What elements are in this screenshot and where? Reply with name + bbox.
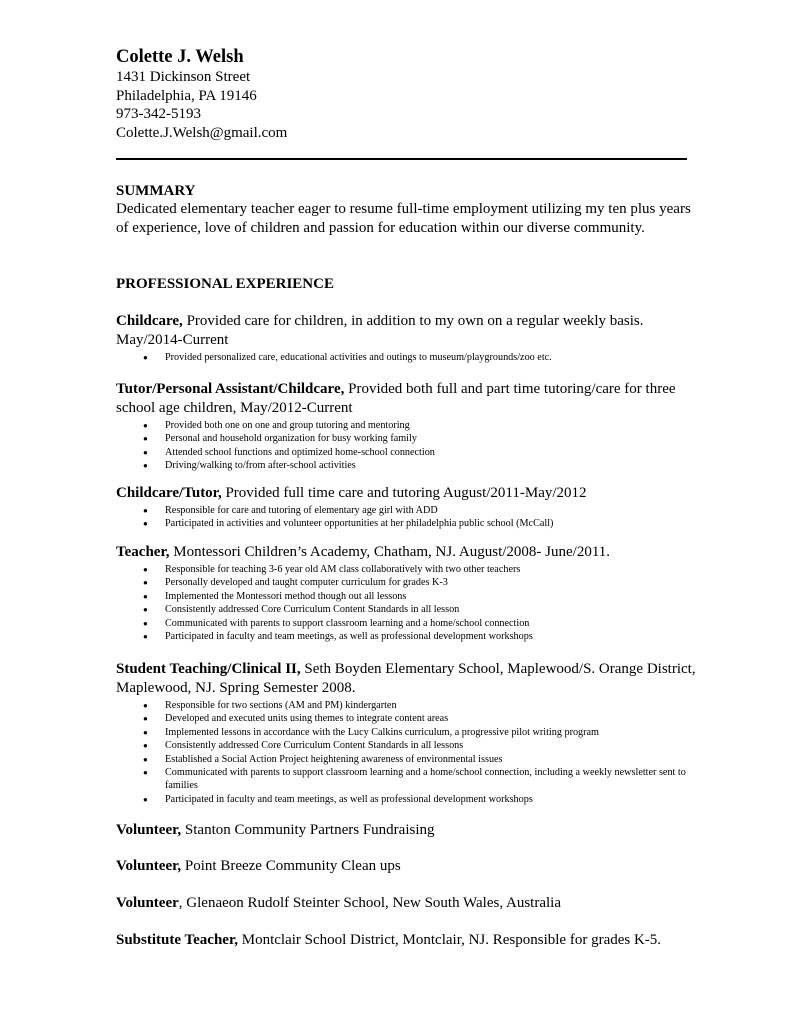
job-bullets (116, 563, 696, 643)
entry-detail: , Glenaeon Rudolf Steinter School, New South Wales, Australia (178, 895, 561, 911)
bullet-item (116, 517, 696, 530)
bullet-text: Driving/walking to/from after-school activities (165, 460, 356, 472)
bullet-text: Developed and executed units using themes to integrate content areas (165, 713, 449, 725)
summary-section (116, 182, 696, 237)
entry-title: Volunteer, (116, 822, 182, 838)
bullet-item (116, 603, 696, 616)
entry-title: Volunteer (116, 895, 179, 911)
bullet-text: Consistently addressed Core Curriculum Content Standards in all lessons (165, 740, 464, 752)
bullet-text: Provided both one on one and group tutoring and mentoring (165, 420, 410, 431)
entry-title: Volunteer, (116, 858, 182, 874)
job-header (116, 660, 696, 698)
bullet-item (116, 699, 696, 712)
bullet-text: Provided personalized care, educational activities and outings to museum/playgrounds/zoo etc. (165, 352, 552, 363)
bullet-item (116, 432, 696, 445)
resume-header (116, 46, 696, 142)
job-entry (116, 660, 696, 806)
job-bullets (116, 351, 696, 364)
bullet-icon: ● (143, 519, 148, 529)
bullet-icon: ● (143, 461, 148, 471)
bullet-text: Personally developed and taught computer curriculum for grades K-3 (165, 577, 448, 589)
volunteer-entry (116, 857, 696, 876)
bullet-text: Responsible for care and tutoring of elementary age girl with ADD (165, 505, 438, 516)
job-detail: Provided full time care and tutoring August/2011-May/2012 (221, 485, 587, 501)
job-title: Tutor/Personal Assistant/Childcare, (116, 381, 345, 397)
bullet-item (116, 793, 696, 806)
bullet-text: Consistently addressed Core Curriculum Content Standards in all lesson (165, 604, 460, 616)
entry-title: Substitute Teacher, (116, 932, 238, 948)
bullet-icon: ● (143, 421, 148, 430)
candidate-name: Colette J. Welsh (116, 47, 244, 67)
job-entry (116, 543, 696, 643)
summary-heading: SUMMARY (116, 183, 196, 199)
bullet-item (116, 766, 696, 793)
bullet-icon: ● (143, 701, 148, 710)
bullet-icon: ● (143, 741, 148, 751)
bullet-item (116, 617, 696, 630)
bullet-text: Personal and household organization for busy working family (165, 433, 417, 445)
job-detail: Provided both full and part time tutoring/care for three school age children, May/2012-Current (116, 381, 676, 416)
job-bullets (116, 504, 696, 531)
bullet-text: Attended school functions and optimized home-school connection (165, 446, 435, 458)
email-address: Colette.J.Welsh@gmail.com (116, 124, 288, 141)
volunteer-entry (116, 821, 696, 840)
bullet-icon: ● (143, 565, 148, 574)
bullet-item (116, 351, 696, 364)
job-title: Childcare, (116, 313, 183, 329)
job-bullets (116, 419, 696, 473)
bullet-text: Participated in faculty and team meetings, as well as professional development workshops (165, 631, 533, 643)
phone-number: 973-342-5193 (116, 106, 201, 122)
bullet-item (116, 590, 696, 603)
address-line-1: 1431 Dickinson Street (116, 69, 251, 85)
entry-detail: Stanton Community Partners Fundraising (181, 822, 435, 838)
experience-heading-text: PROFESSIONAL EXPERIENCE (116, 276, 334, 292)
job-title: Student Teaching/Clinical II, (116, 661, 301, 677)
substitute-entry (116, 931, 706, 950)
bullet-icon: ● (143, 434, 148, 444)
job-detail: Provided care for children, in addition to my own on a regular weekly basis. May/2014-Current (116, 313, 644, 348)
bullet-item (116, 712, 696, 725)
bullet-icon: ● (143, 727, 148, 737)
job-title: Teacher, (116, 544, 170, 560)
bullet-icon: ● (143, 794, 148, 804)
bullet-icon: ● (143, 632, 148, 642)
experience-heading (116, 275, 696, 293)
entry-detail: Point Breeze Community Clean ups (181, 858, 401, 874)
bullet-text: Communicated with parents to support classroom learning and a home/school connection (165, 617, 530, 629)
bullet-icon: ● (143, 605, 148, 615)
bullet-text: Implemented the Montessori method though out all lessons (165, 590, 407, 602)
bullet-icon: ● (143, 353, 148, 362)
bullet-item (116, 726, 696, 739)
bullet-item (116, 563, 696, 576)
volunteer-entry (116, 894, 696, 913)
bullet-text: Responsible for two sections (AM and PM) kindergarten (165, 700, 397, 711)
bullet-text: Communicated with parents to support classroom learning and a home/school connection, including a weekly newsletter sent to families (165, 767, 686, 792)
job-header (116, 380, 696, 418)
bullet-icon: ● (143, 591, 148, 601)
bullet-icon: ● (143, 768, 148, 778)
bullet-text: Participated in activities and volunteer opportunities at her philadelphia public school (McCall) (165, 518, 554, 530)
summary-text: Dedicated elementary teacher eager to resume full-time employment utilizing my ten plus years of experience, love of children and passion for education within our diverse community. (116, 201, 691, 236)
bullet-item (116, 630, 696, 643)
job-title: Childcare/Tutor, (116, 485, 222, 501)
job-detail: Seth Boyden Elementary School, Maplewood/S. Orange District, Maplewood, NJ. Spring Semester 2008. (116, 661, 696, 696)
bullet-item (116, 459, 696, 472)
bullet-text: Responsible for teaching 3-6 year old AM class collaboratively with two other teachers (165, 564, 521, 575)
bullet-text: Participated in faculty and team meetings, as well as professional development workshops (165, 793, 533, 805)
bullet-item (116, 576, 696, 589)
job-header (116, 543, 696, 562)
bullet-icon: ● (143, 714, 148, 724)
bullet-item (116, 753, 696, 766)
bullet-icon: ● (143, 618, 148, 628)
bullet-text: Implemented lessons in accordance with the Lucy Calkins curriculum, a progressive pilot writing program (165, 726, 599, 738)
job-header (116, 484, 696, 503)
bullet-item (116, 739, 696, 752)
bullet-icon: ● (143, 447, 148, 457)
job-bullets (116, 699, 696, 806)
bullet-item (116, 504, 696, 517)
header-divider (116, 158, 687, 160)
bullet-item (116, 446, 696, 459)
bullet-item (116, 419, 696, 432)
job-header (116, 312, 696, 350)
job-entry (116, 484, 696, 531)
job-detail: Montessori Children’s Academy, Chatham, NJ. August/2008- June/2011. (169, 544, 611, 560)
job-entry (116, 312, 696, 364)
bullet-icon: ● (143, 754, 148, 764)
bullet-icon: ● (143, 578, 148, 588)
bullet-text: Established a Social Action Project heightening awareness of environmental issues (165, 753, 503, 765)
address-line-2: Philadelphia, PA 19146 (116, 87, 257, 104)
entry-detail: Montclair School District, Montclair, NJ. Responsible for grades K-5. (237, 932, 662, 948)
bullet-icon: ● (143, 506, 148, 515)
job-entry (116, 380, 696, 473)
